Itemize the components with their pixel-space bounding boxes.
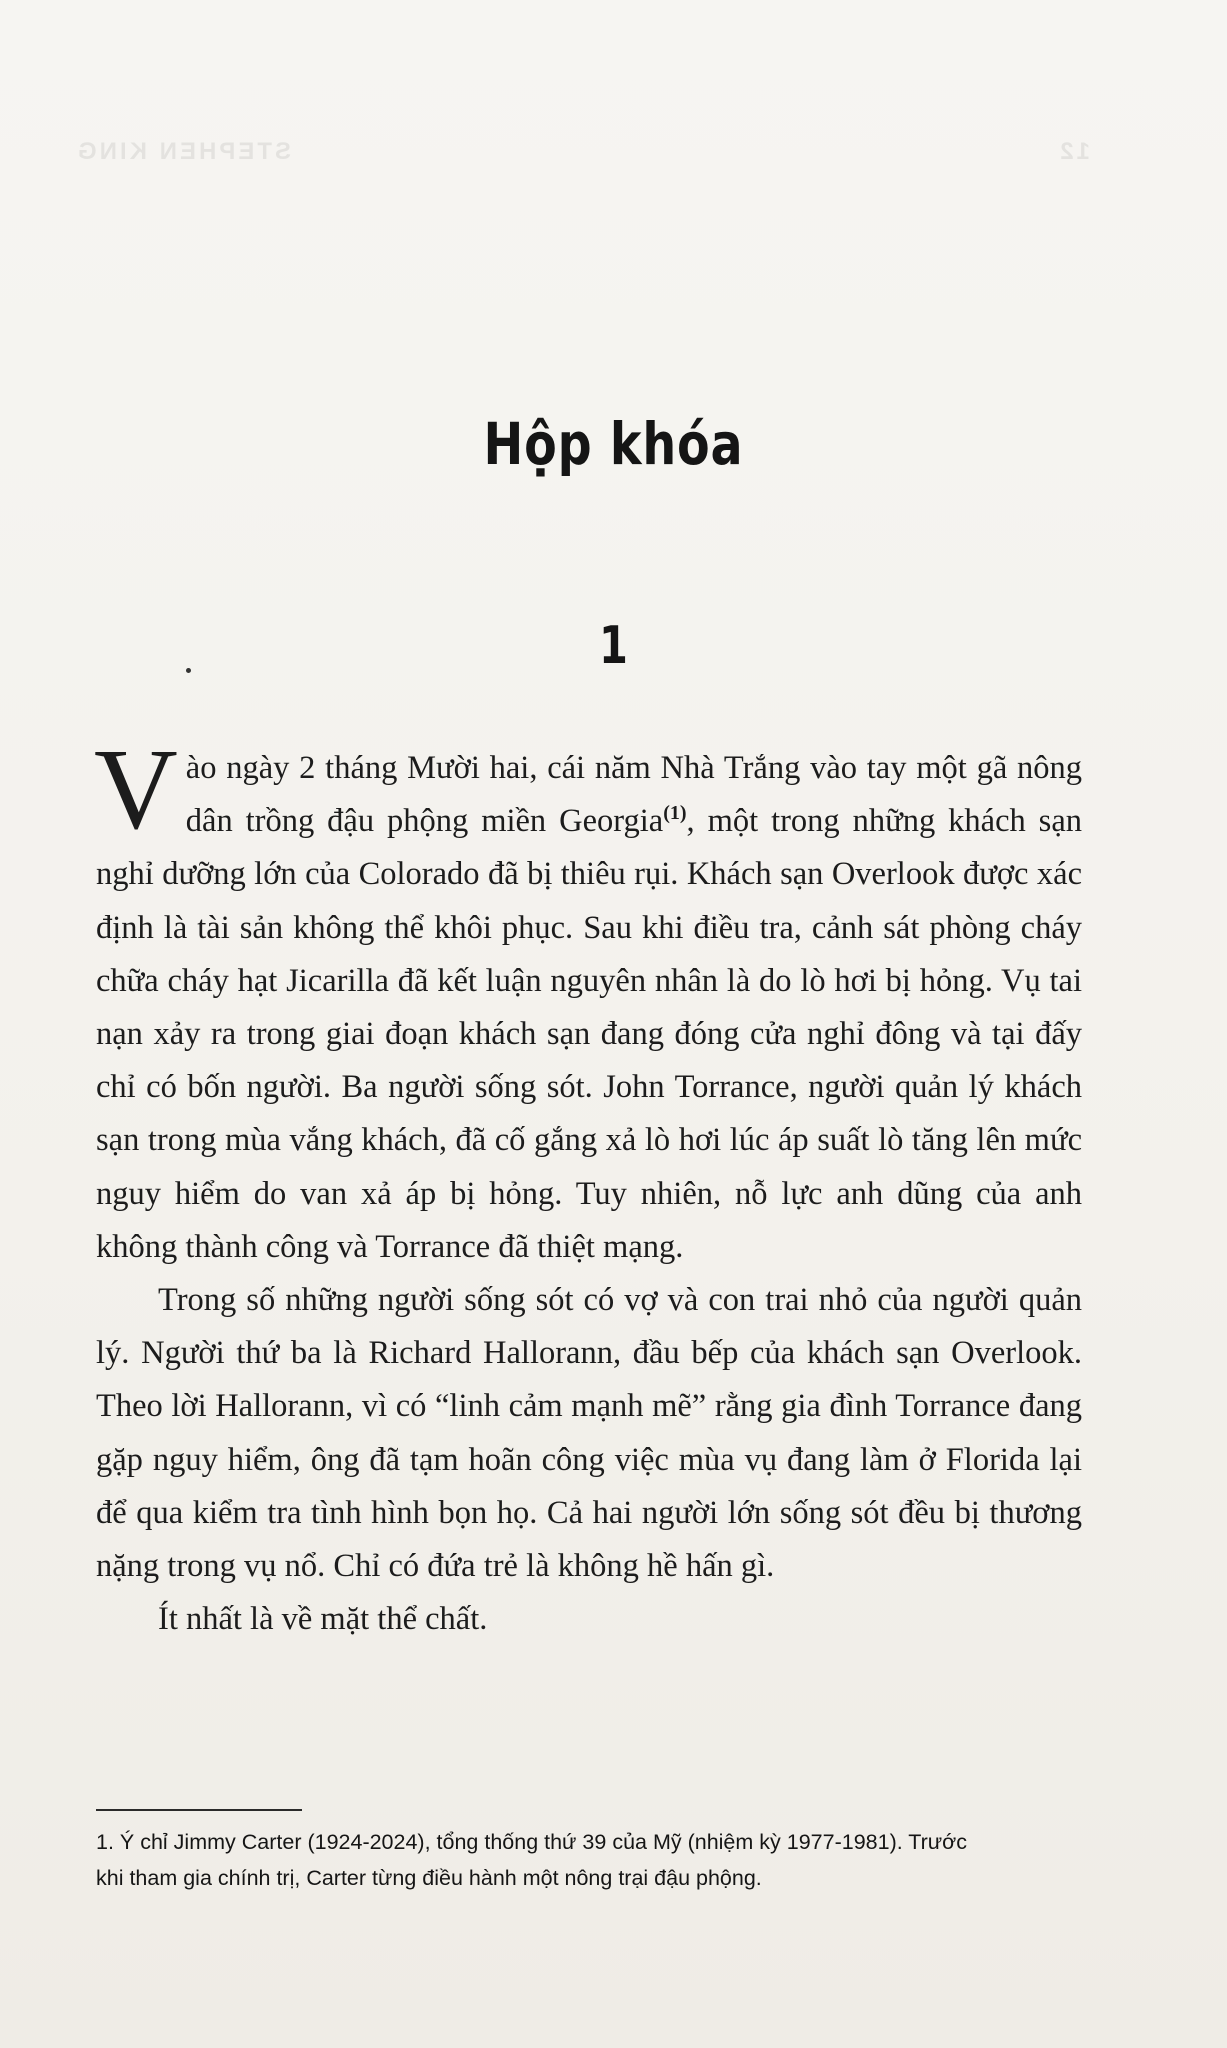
footnote-line-2: khi tham gia chính trị, Carter từng điều hành một nông trại đậu phộng. <box>96 1866 762 1890</box>
paragraph-1 <box>94 726 1082 1274</box>
footnote-line-1: 1. Ý chỉ Jimmy Carter (1924-2024), tổng thống thứ 39 của Mỹ (nhiệm kỳ 1977-1981). Trước <box>96 1830 968 1854</box>
paragraph-1-start: ào ngày 2 tháng Mười hai, cái năm Nhà Trắng vào tay một gã nông dân trồng đậu phộng miền Georgia <box>185 750 1082 840</box>
paragraph-2: Trong số những người sống sót có vợ và con trai nhỏ của người quản lý. Người thứ ba là Richard Hallorann, đầu bếp của khách sạn Overlook. Theo lời Hallorann, vì có “linh cảm mạnh mẽ” rằng gia đình Torrance đang gặp nguy hiểm, ông đã tạm hoãn công việc mùa vụ đang làm ở Florida lại để qua kiểm tra tình hình bọn họ. Cả hai người lớn sống sót đều bị thương nặng trong vụ nổ. Chỉ có đứa trẻ là không hề hấn gì. <box>96 1282 1082 1585</box>
chapter-title: Hộp khóa <box>483 410 744 478</box>
paragraph-1-rest: , một trong những khách sạn nghỉ dưỡng lớn của Colorado đã bị thiêu rụi. Khách sạn Overlook được xác định là tài sản không thể khôi phục. Sau khi điều tra, cảnh sát phòng cháy chữa cháy hạt Jicarilla đã kết luận nguyên nhân là do lò hơi bị hỏng. Vụ tai nạn xảy ra trong giai đoạn khách sạn đang đóng cửa nghỉ đông và tại đấy chỉ có bốn người. Ba người sống sót. John Torrance, người quản lý khách sạn trong mùa vắng khách, đã cố gắng xả lò hơi lúc áp suất lò tăng lên mức nguy hiểm do van xả áp bị hỏng. Tuy nhiên, nỗ lực anh dũng của anh không thành công và Torrance đã thiệt mạng. <box>96 803 1082 1265</box>
bleed-through-header: 12 STEPHEN KING <box>75 138 1090 165</box>
body-text <box>94 726 1082 1646</box>
stray-dot <box>186 668 191 673</box>
footnote <box>96 1824 1096 1896</box>
section-number: 1 <box>599 616 628 676</box>
footnote-reference[interactable]: (1) <box>663 802 687 825</box>
drop-cap: V <box>94 726 178 854</box>
footnote-divider <box>96 1809 302 1811</box>
paragraph-3: Ít nhất là về mặt thể chất. <box>158 1601 488 1638</box>
